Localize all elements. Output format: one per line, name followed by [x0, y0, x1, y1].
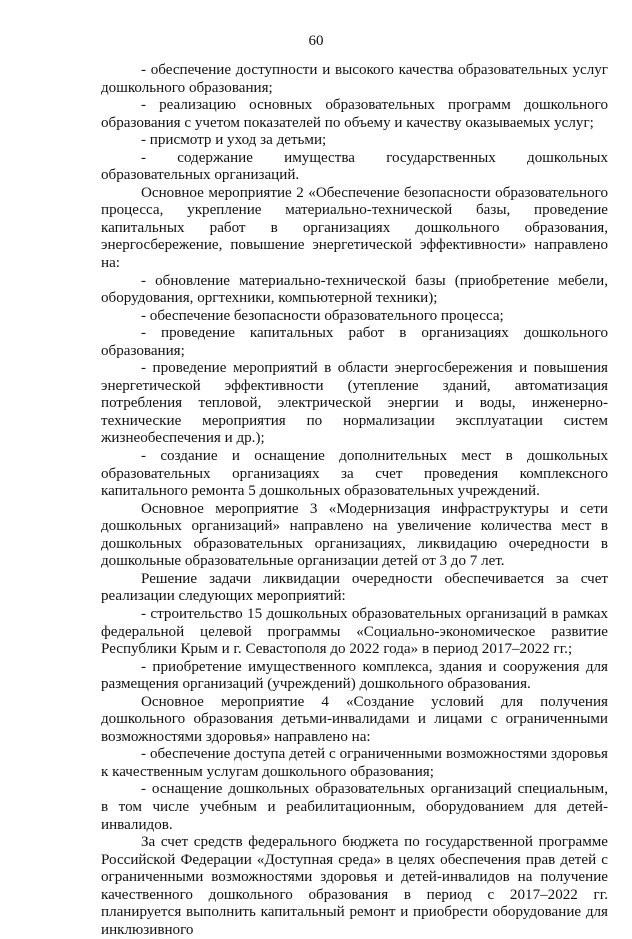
paragraph-queue-solution: Решение задачи ликвидации очередности обеспечивается за счет реализации следующих мероприятий:	[101, 570, 608, 605]
paragraph-bullet-property: - содержание имущества государственных дошкольных образовательных организаций.	[101, 149, 608, 184]
paragraph-measure-2: Основное мероприятие 2 «Обеспечение безопасности образовательного процесса, укрепление материально-технической базы, проведение капитальных работ в организациях дошкольного образования, энергосбережение, повышение энергетической эффективности» направлено на:	[101, 184, 608, 272]
paragraph-bullet-construction: - строительство 15 дошкольных образовательных организаций в рамках федеральной целевой программы «Социально-экономическое развитие Республики Крым и г. Севастополя до 2022 года» в период 2017–2022 гг.;	[101, 605, 608, 658]
paragraph-bullet-accessibility: - обеспечение доступности и высокого качества образовательных услуг дошкольного образования;	[101, 62, 608, 96]
paragraph-bullet-access: - обеспечение доступа детей с ограниченными возможностями здоровья к качественным услугам дошкольного образования;	[101, 746, 608, 780]
paragraph-bullet-equipment: - обновление материально-технической базы (приобретение мебели, оборудования, оргтехники, компьютерной техники);	[101, 272, 608, 307]
paragraph-bullet-childcare: - присмотр и уход за детьми;	[141, 132, 327, 149]
paragraph-bullet-special-equipment: - оснащение дошкольных образовательных организаций специальным, в том числе учебным и реабилитационным, оборудованием для детей-инвалидов.	[101, 781, 608, 833]
paragraph-measure-4: Основное мероприятие 4 «Создание условий для получения дошкольного образования детьми-инвалидами и лицами с ограниченными возможностями здоровья» направлено на:	[101, 693, 608, 745]
document-body	[101, 62, 608, 939]
page-number: 60	[308, 33, 324, 49]
paragraph-measure-3: Основное мероприятие 3 «Модернизация инфраструктуры и сети дошкольных организаций» направлено на увеличение количества мест в дошкольных образовательных организациях, ликвидацию очередности в дошкольные образовательные организации детей от 3 до 7 лет.	[101, 500, 608, 570]
paragraph-bullet-capital-works: - проведение капитальных работ в организациях дошкольного образования;	[101, 325, 608, 359]
paragraph-bullet-new-places: - создание и оснащение дополнительных мест в дошкольных образовательных организациях за счет проведения комплексного капитального ремонта 5 дошкольных образовательных учреждений.	[101, 448, 608, 500]
paragraph-bullet-energy: - проведение мероприятий в области энергосбережения и повышения энергетической эффективности (утепление зданий, автоматизация потребления тепловой, электрической энергии и воды, инженерно-технические мероприятия по нормализации эксплуатации систем жизнеобеспечения и др.);	[101, 360, 608, 447]
paragraph-bullet-safety: - обеспечение безопасности образовательного процесса;	[141, 307, 504, 324]
paragraph-bullet-programs: - реализацию основных образовательных программ дошкольного образования с учетом показателей по объему и качеству оказываемых услуг;	[101, 97, 608, 131]
paragraph-bullet-acquisition: - приобретение имущественного комплекса, здания и сооружения для размещения организаций (учреждений) дошкольного образования.	[101, 658, 608, 693]
paragraph-federal-budget: За счет средств федерального бюджета по государственной программе Российской Федерации «Доступная среда» в целях обеспечения прав детей с ограниченными возможностями здоровья и детей-инвалидов на получение качественного дошкольного образования в период с 2017–2022 гг. планируется выполнить капитальный ремонт и приобрести оборудование для инклюзивного	[101, 834, 608, 938]
